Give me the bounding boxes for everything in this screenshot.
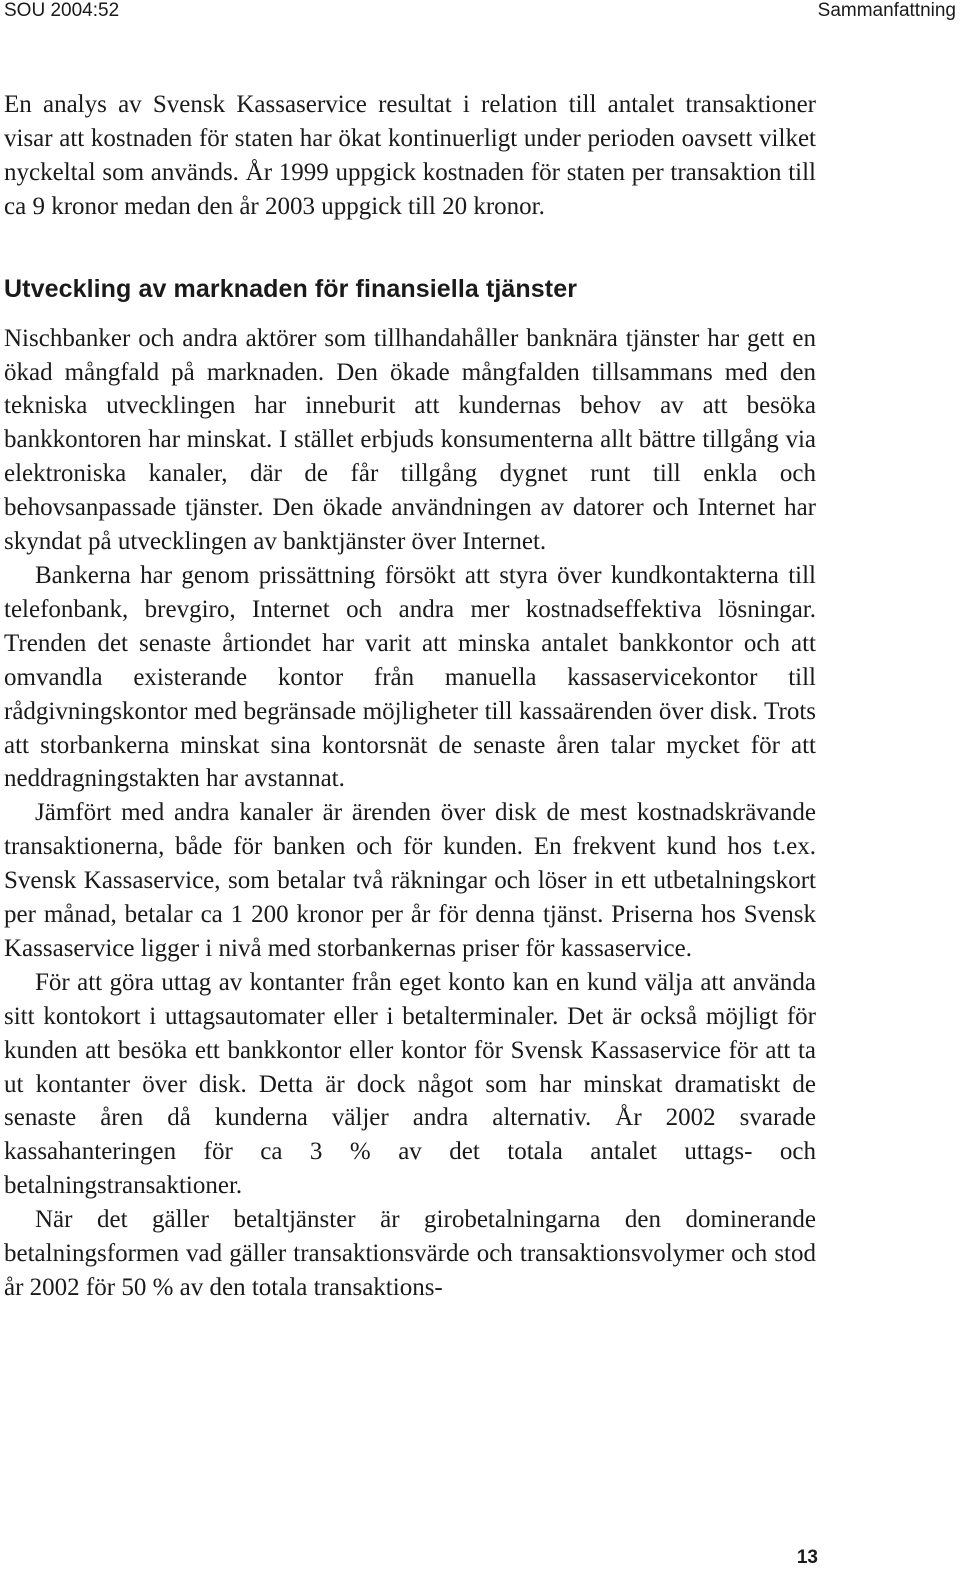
chapter-title: Sammanfattning — [817, 0, 956, 21]
paragraph: För att göra uttag av kontanter från eget konto kan en kund välja att använda sitt kontokort i uttagsautomater eller i betalterminaler. Det är också möjligt för kunden att besöka ett bankkontor eller kontor för Svensk Kassaservice för att ta ut kontanter över disk. Detta är dock något som har minskat dramatiskt de senaste åren då kunderna väljer andra alternativ. År 2002 svarade kassahanteringen för ca 3 % av det totala antalet uttags- och betalningstransaktioner. — [4, 968, 816, 1200]
paragraph: Bankerna har genom prissättning försökt att styra över kundkontakterna till telefonbank, brevgiro, Internet och andra mer kostnadseffektiva lösningar. Trenden det senaste årtiondet har varit att minska antalet bankkontor och att omvandla existerande kontor från manuella kassaservicekontor till rådgivningskontor med begränsade möjligheter till kassaärenden över disk. Trots att storbankerna minskat sina kontorsnät de senaste åren talar mycket för att neddragningstakten har avstannat. — [4, 561, 816, 793]
paragraph: När det gäller betaltjänster är girobetalningarna den dominerande betalningsformen vad gäller transaktionsvärde och transaktionsvolymer och stod år 2002 för 50 % av den totala transaktions- — [4, 1206, 816, 1301]
paragraph: Nischbanker och andra aktörer som tillhandahåller banknära tjänster har gett en ökad mångfald på marknaden. Den ökade mångfalden tillsammans med den tekniska utvecklingen har inneburit att kundernas behov av att besöka bankkontoren har minskat. I stället erbjuds konsumenterna allt bättre tillgång via elektroniska kanaler, där de får tillgång dygnet runt till enkla och behovsanpassade tjänster. Den ökade användningen av datorer och Internet har skyndat på utvecklingen av banktjänster över Internet. — [4, 324, 816, 556]
document-body — [4, 88, 816, 1305]
page-number: 13 — [796, 1547, 818, 1568]
section-heading: Utveckling av marknaden för finansiella tjänster — [4, 274, 578, 303]
document-reference: SOU 2004:52 — [4, 0, 120, 21]
paragraph: Jämfört med andra kanaler är ärenden över disk de mest kostnadskrävande transaktionerna, både för banken och för kunden. En frekvent kund hos t.ex. Svensk Kassaservice, som betalar två räkningar och löser in ett utbetalningskort per månad, betalar ca 1 200 kronor per år för denna tjänst. Priserna hos Svensk Kassaservice ligger i nivå med storbankernas priser för kassaservice. — [4, 799, 816, 962]
running-header — [0, 0, 960, 24]
intro-paragraph: En analys av Svensk Kassaservice resultat i relation till antalet transaktioner visar att kostnaden för staten har ökat kontinuerligt under perioden oavsett vilket nyckeltal som används. År 1999 uppgick kostnaden för staten per transaktion till ca 9 kronor medan den år 2003 uppgick till 20 kronor. — [4, 91, 816, 220]
